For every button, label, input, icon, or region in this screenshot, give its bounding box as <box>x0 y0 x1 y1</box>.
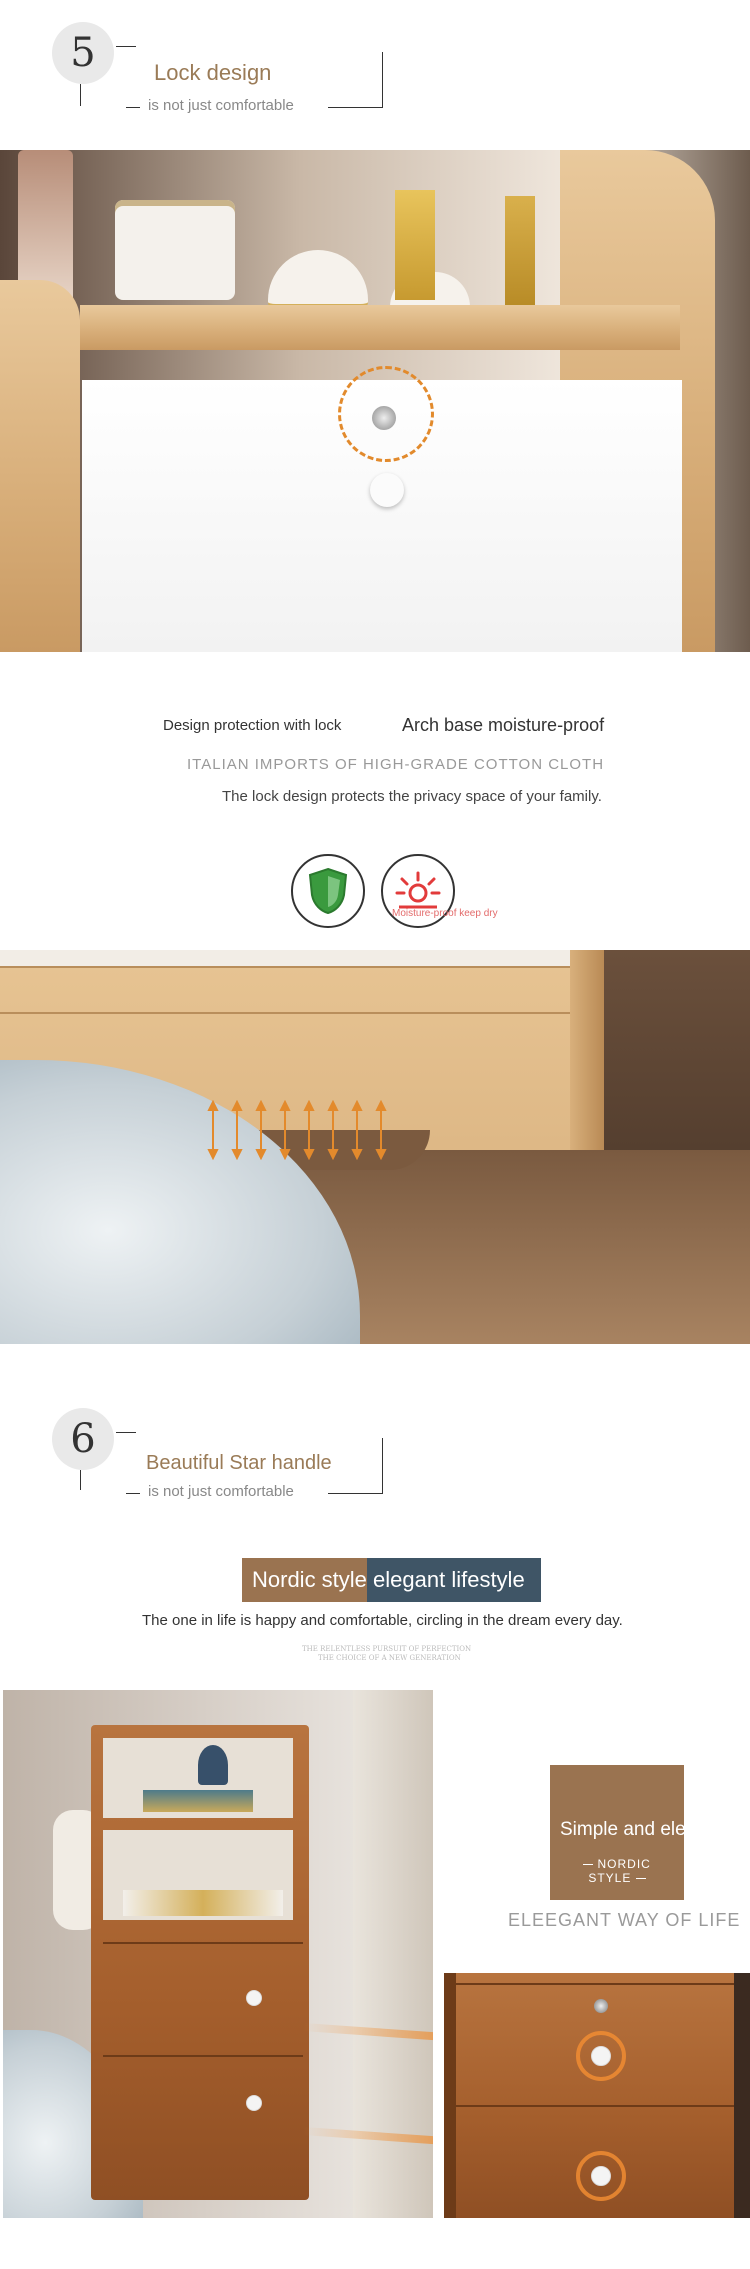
up-down-arrows-icon <box>205 1100 435 1160</box>
drawer-knob <box>370 473 404 507</box>
header-divider <box>328 1493 382 1494</box>
section-subtitle: is not just comfortable <box>148 1483 294 1500</box>
header-divider <box>382 52 383 108</box>
header-divider <box>126 1493 140 1494</box>
header-divider <box>382 1438 383 1494</box>
cabinet-edge <box>444 1973 456 2218</box>
section-title: Beautiful Star handle <box>146 1452 332 1474</box>
lock-highlight-ring <box>338 366 434 462</box>
lipstick-tube <box>505 196 535 316</box>
banner-part-brown: Nordic style <box>242 1558 367 1602</box>
drawer-closeup-photo <box>444 1973 750 2218</box>
cabinet-full-photo <box>3 1690 433 2218</box>
banner-tagline: The one in life is happy and comfortable, circling in the dream every day. <box>142 1612 623 1629</box>
cabinet-leg <box>570 950 604 1180</box>
drawer-seam <box>103 2055 303 2057</box>
subtitle-dash <box>636 1878 646 1879</box>
shield-badge <box>291 854 365 928</box>
feature-moisture-label: Arch base moisture-proof <box>402 715 605 735</box>
small-caps-line: THE CHOICE OF A NEW GENERATION <box>318 1654 461 1662</box>
lock-cylinder <box>594 1999 608 2013</box>
header-divider <box>328 107 382 108</box>
drawer-seam <box>456 2105 734 2107</box>
book-stack <box>143 1790 253 1812</box>
header-divider <box>80 84 81 106</box>
banner-part-slate: elegant lifestyle <box>367 1558 541 1602</box>
feature-description: The lock design protects the privacy space of your family. <box>222 788 602 805</box>
style-card-subtitle-text: NORDIC STYLE <box>588 1857 651 1885</box>
feature-lock-label: Design protection with lock <box>163 717 342 734</box>
section-title: Lock design <box>154 60 272 85</box>
arch-base-photo <box>0 950 750 1344</box>
drawer-knob <box>246 2095 262 2111</box>
lock-design-photo <box>0 150 750 652</box>
drawer-seam <box>0 1012 570 1014</box>
vent-arrows <box>205 1100 435 1160</box>
cabinet-edge <box>734 1973 750 2218</box>
section-number-badge <box>52 1408 114 1470</box>
header-divider <box>126 107 140 108</box>
cosmetics <box>123 1890 283 1916</box>
header-divider <box>116 46 136 47</box>
style-card-subtitle <box>564 1857 670 1885</box>
shield-icon <box>307 867 349 915</box>
flower-vase <box>198 1745 228 1785</box>
style-card <box>550 1765 723 1900</box>
nordic-banner <box>242 1558 541 1602</box>
header-divider <box>80 1470 81 1490</box>
small-caps-line: THE RELENTLESS PURSUIT OF PERFECTION <box>302 1645 472 1653</box>
section-number: 5 <box>70 30 96 76</box>
cabinet-side-left <box>0 280 80 652</box>
drawer-knob <box>246 1990 262 2006</box>
cream-jar <box>115 200 235 300</box>
style-card-tagline: ELEEGANT WAY OF LIFE <box>508 1910 741 1930</box>
header-divider <box>116 1432 136 1433</box>
cabinet-top-edge <box>0 950 570 968</box>
drawer-seam <box>103 1942 303 1944</box>
section-number: 6 <box>70 1416 96 1462</box>
drawer-knob <box>591 2166 611 2186</box>
perfume-bottle <box>18 150 73 300</box>
moisture-caption: Moisture-proof keep dry <box>392 908 498 919</box>
sun-icon <box>395 871 441 911</box>
section-number-badge <box>52 22 114 84</box>
drawer-seam <box>456 1983 734 1985</box>
style-card-title: Simple and elegant <box>560 1819 723 1840</box>
section-subtitle: is not just comfortable <box>148 97 294 114</box>
subtitle-dash <box>583 1864 593 1865</box>
cabinet-top <box>80 305 680 350</box>
drawer-knob <box>591 2046 611 2066</box>
lipstick-box <box>395 190 435 300</box>
caps-line: ITALIAN IMPORTS OF HIGH-GRADE COTTON CLOTH <box>187 756 605 773</box>
